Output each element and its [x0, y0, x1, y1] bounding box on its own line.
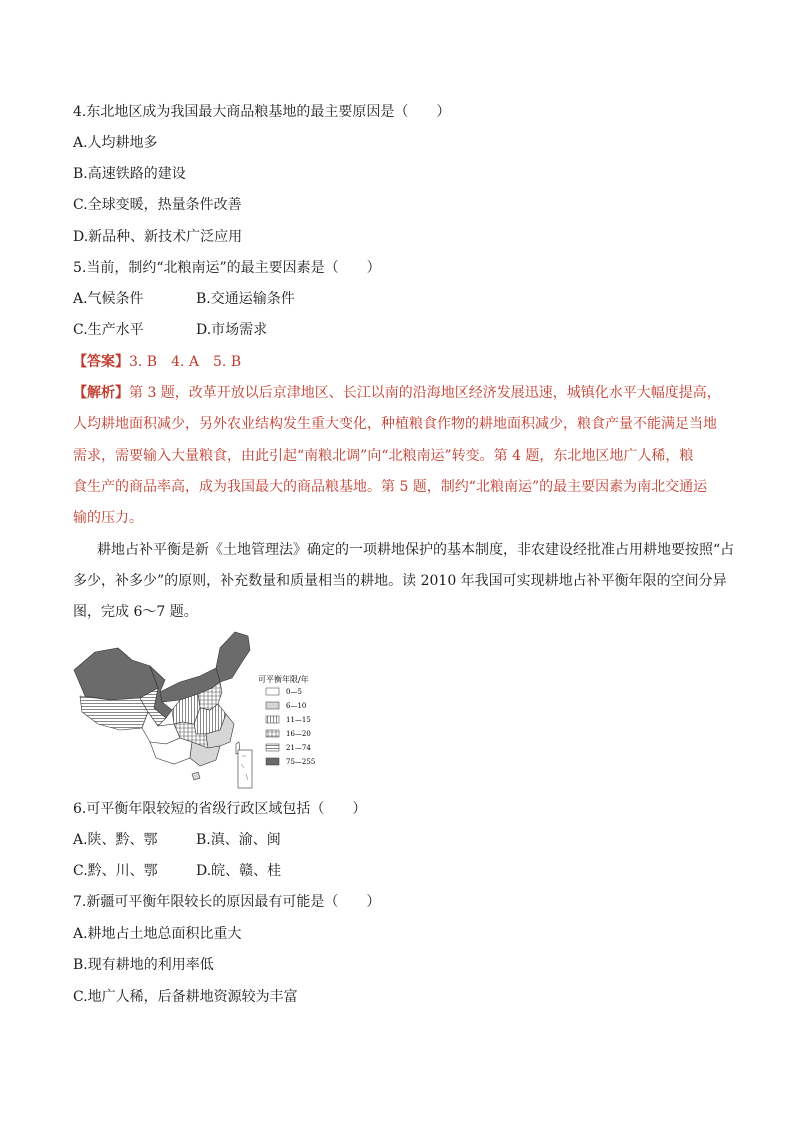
analysis-line-2: 人均耕地面积减少，另外农业结构发生重大变化，种植粮食作物的耕地面积减少，粮食产量不能满足当地 [73, 416, 717, 432]
intro-line-1: 耕地占补平衡是新《土地管理法》确定的一项耕地保护的基本制度，非农建设经批准占用耕地要按照“占 [97, 542, 735, 558]
q6-options-row1 [73, 830, 281, 850]
region-tibet [80, 696, 148, 730]
region-northeast [216, 632, 250, 682]
legend-item-5 [266, 758, 315, 766]
analysis-text-1: 第 3 题，改革开放以后京津地区、长江以南的沿海地区经济发展迅速，城镇化水平大幅度提高， [129, 385, 721, 401]
region-xinjiang [74, 648, 158, 700]
q5-stem: 5.当前，制约“北粮南运”的最主要因素是（ ） [73, 260, 381, 276]
q5-options-row2 [73, 320, 267, 340]
q6-option-b: B.滇、渝、闽 [196, 832, 281, 848]
q7-option-b: B.现有耕地的利用率低 [73, 957, 214, 973]
china-farmland-balance-map [70, 630, 325, 790]
q4-option-b: B.高速铁路的建设 [73, 166, 186, 182]
q5-option-a: A.气候条件 [73, 291, 144, 307]
q7-stem: 7.新疆可平衡年限较长的原因最有可能是（ ） [73, 894, 381, 910]
south-china-sea-inset [238, 750, 252, 788]
answer-label: 【答案】 [73, 354, 129, 370]
legend-item-1 [266, 702, 306, 710]
q5-option-c: C.生产水平 [73, 322, 144, 338]
svg-text:6—10: 6—10 [286, 702, 307, 710]
svg-text:16—20: 16—20 [286, 730, 311, 738]
legend-item-3 [266, 730, 311, 738]
intro-line-2: 多少，补多少”的原则，补充数量和质量相当的耕地。读 2010 年我国可实现耕地占补平衡年限的空间分异 [73, 573, 727, 589]
analysis-line-5: 输的压力。 [73, 510, 143, 526]
q6-stem: 6.可平衡年限较短的省级行政区域包括（ ） [73, 801, 367, 817]
q6-option-d: D.皖、赣、桂 [196, 863, 282, 879]
q5-option-b: B.交通运输条件 [196, 291, 295, 307]
legend-item-4 [266, 744, 311, 752]
svg-text:11—15: 11—15 [286, 716, 311, 724]
svg-text:21—74: 21—74 [286, 744, 311, 752]
q4-option-a: A.人均耕地多 [73, 135, 158, 151]
q7-option-c: C.地广人稀，后备耕地资源较为丰富 [73, 989, 298, 1005]
q6-option-c: C.黔、川、鄂 [73, 863, 158, 879]
region-hainan [192, 772, 200, 780]
legend-item-0 [266, 688, 302, 696]
q5-option-d: D.市场需求 [196, 322, 268, 338]
analysis-line-1 [73, 383, 721, 403]
q6-option-a: A.陕、黔、鄂 [73, 832, 158, 848]
svg-text:0—5: 0—5 [286, 688, 302, 696]
legend-title: 可平衡年限/年 [258, 675, 309, 684]
intro-line-3: 图，完成 6～7 题。 [73, 604, 198, 620]
analysis-line-4: 食生产的商品率高，成为我国最大的商品粮基地。第 5 题，制约“北粮南运”的最主要因素为南北交通运 [73, 479, 708, 495]
q4-stem: 4.东北地区成为我国最大商品粮基地的最主要原因是（ ） [73, 104, 451, 120]
q5-options-row1 [73, 289, 295, 309]
q7-option-a: A.耕地占土地总面积比重大 [73, 926, 242, 942]
q4-option-c: C.全球变暖，热量条件改善 [73, 197, 242, 213]
answer-line [73, 352, 241, 372]
legend-items [266, 688, 315, 766]
legend-item-2 [266, 716, 311, 724]
svg-text:75—255: 75—255 [286, 758, 316, 766]
q6-options-row2 [73, 861, 281, 881]
answer-text: 3. B 4. A 5. B [129, 354, 242, 370]
analysis-label: 【解析】 [73, 385, 129, 401]
analysis-line-3: 需求，需要输入大量粮食，由此引起“南粮北调”向“北粮南运”转变。第 4 题，东北地区地广人稀，粮 [73, 448, 694, 464]
q4-option-d: D.新品种、新技术广泛应用 [73, 229, 243, 245]
